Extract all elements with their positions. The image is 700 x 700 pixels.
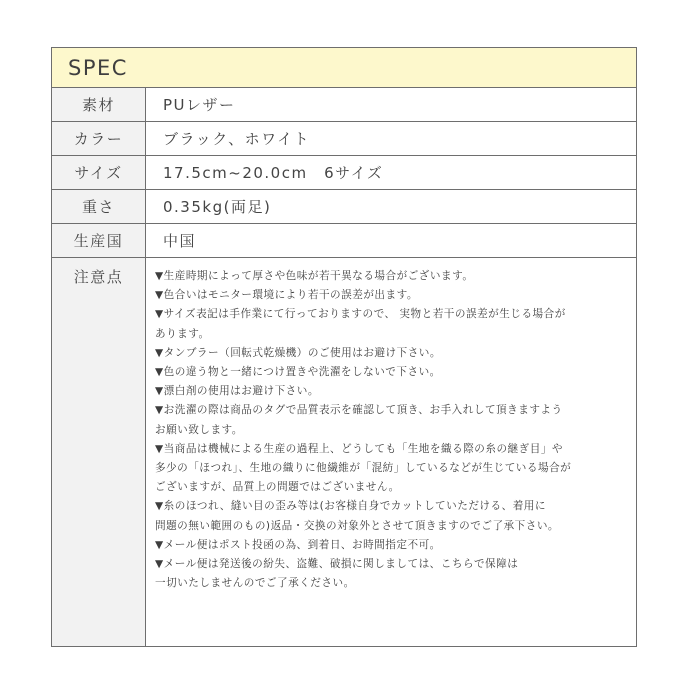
note-line: ▼当商品は機械による生産の過程上、どうしても「生地を織る際の糸の継ぎ目」や [155,442,564,455]
color-value: ブラック、ホワイト [163,130,311,148]
origin-label: 生産国 [73,232,124,250]
weight-value: 0.35kg(両足) [163,198,272,216]
note-line: ▼メール便はポスト投函の為、到着日、お時間指定不可。 [155,538,441,551]
spec-row-notes [52,258,636,646]
row-value-cell [146,156,636,189]
size-value: 17.5cm~20.0cm 6サイズ [163,164,384,182]
size-label: サイズ [74,164,123,182]
row-label-cell [52,156,146,189]
row-label-cell [52,122,146,155]
note-line: ▼サイズ表記は手作業にて行っておりますので、 実物と若干の誤差が生じる場合が [155,308,566,321]
material-label: 素材 [81,96,115,114]
row-label-cell [52,190,146,223]
note-line: ▼色の違う物と一緒につけ置きや洗濯をしないで下さい。 [155,366,441,379]
note-line: お願い致します。 [155,423,243,436]
spec-header [52,48,636,88]
note-line: ございますが、品質上の問題ではございません。 [155,481,400,494]
spec-title: SPEC [68,55,128,80]
spec-table [51,47,637,647]
note-line: ▼生産時期によって厚さや色味が若干異なる場合がございます。 [155,270,474,282]
row-label-cell [52,224,146,257]
note-line: 一切いたしませんのでご了承ください。 [155,577,355,590]
spec-row-weight [52,190,636,224]
weight-label: 重さ [81,198,115,216]
row-value-cell [146,88,636,121]
row-label-cell [52,88,146,121]
row-value-cell [146,224,636,257]
note-line: あります。 [155,327,210,340]
spec-row-material [52,88,636,122]
note-line: ▼糸のほつれ、縫い目の歪み等は(お客様自身でカットしていただける、着用に [155,500,546,513]
row-label-cell [52,258,146,646]
note-line: 問題の無い範囲のもの)返品・交換の対象外とさせて頂きますのでご了承下さい。 [155,519,560,532]
note-line: ▼漂白剤の使用はお避け下さい。 [155,385,319,398]
notes-label: 注意点 [73,268,124,286]
note-line: 多少の「ほつれ」、生地の織りに他繊維が「混紡」しているなどが生じている場合が [155,462,572,475]
row-value-cell [146,190,636,223]
notes-list [146,258,636,646]
spec-row-size [52,156,636,190]
row-value-cell [146,122,636,155]
note-line: ▼メール便は発送後の紛失、盗難、破損に関しましては、こちらで保障は [155,558,519,571]
note-line: ▼お洗濯の際は商品のタグで品質表示を確認して頂き、お手入れして頂きますよう [155,404,563,417]
origin-value: 中国 [163,232,197,250]
spec-row-color [52,122,636,156]
color-label: カラー [73,130,124,148]
note-line: ▼色合いはモニター環境により若干の誤差が出ます。 [155,289,418,302]
spec-row-origin [52,224,636,258]
material-value: PUレザー [163,96,236,114]
note-line: ▼タンブラー（回転式乾燥機）のご使用はお避け下さい。 [155,346,441,359]
